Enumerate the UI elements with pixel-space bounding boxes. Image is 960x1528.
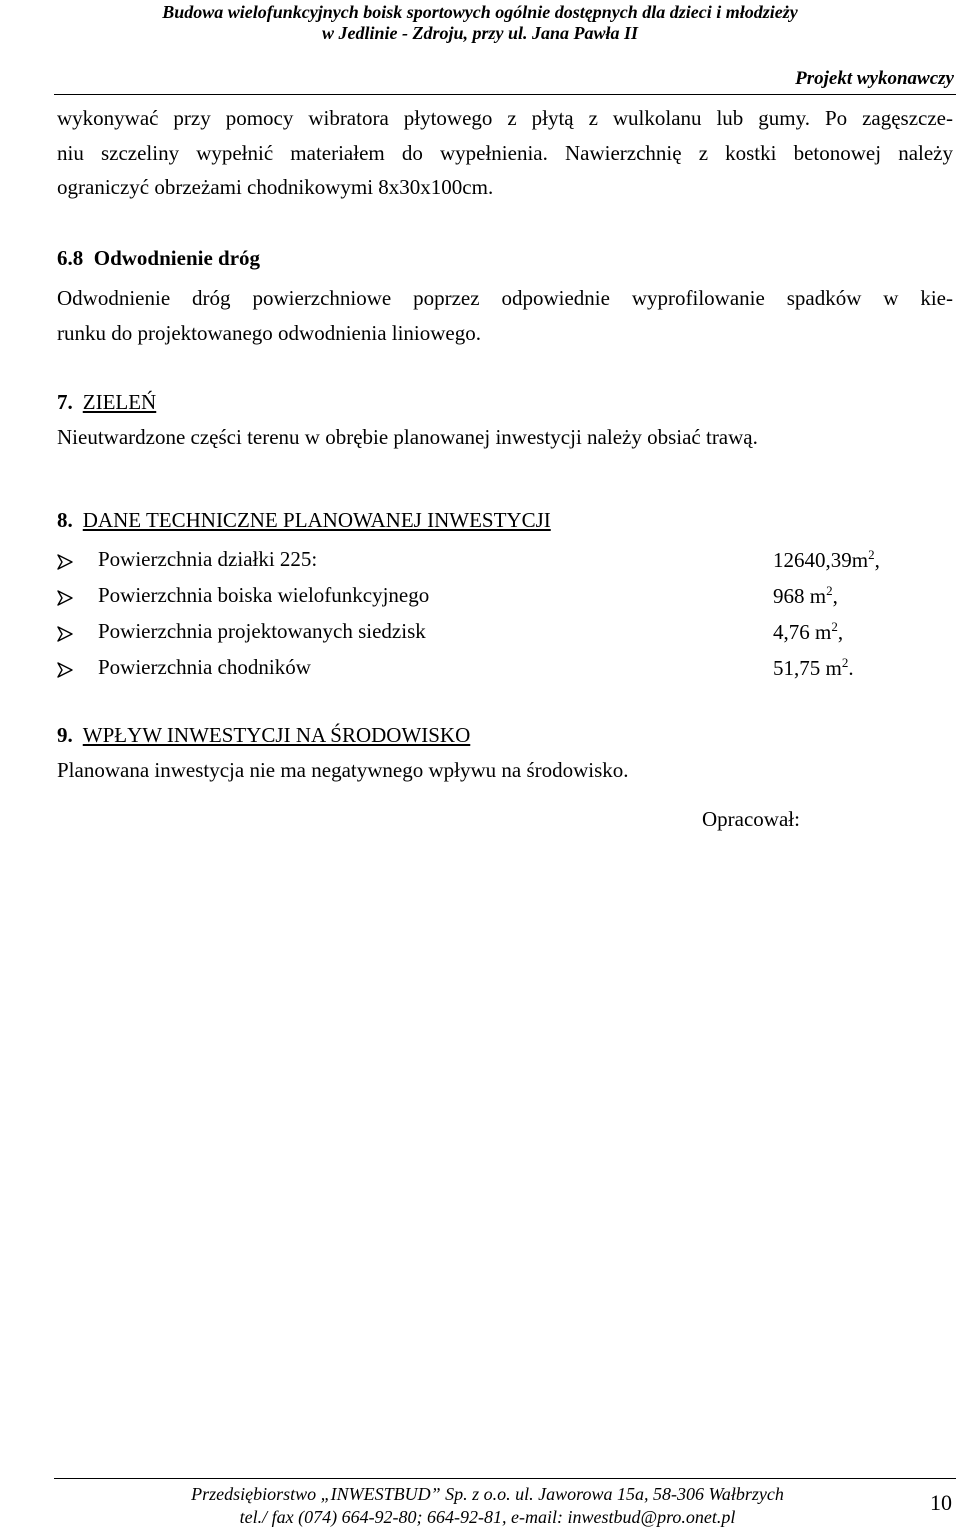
signature-label: Opracował: <box>702 807 800 831</box>
item-label: Powierzchnia działki 225: <box>98 547 318 571</box>
item-label: Powierzchnia chodników <box>98 655 311 679</box>
list-item <box>57 655 937 685</box>
footer-company: Przedsiębiorstwo „INWESTBUD” Sp. z o.o. ul. Jaworowa 15a, 58-306 Wałbrzych <box>191 1484 784 1504</box>
paragraph-paving <box>57 101 953 205</box>
header-divider <box>54 94 956 95</box>
footer-divider <box>54 1478 956 1479</box>
list-item <box>57 619 937 649</box>
item-value: 51,75 $m^2$. <box>773 655 854 680</box>
section-title: ZIELEŃ <box>82 390 157 414</box>
header-title-line1: Budowa wielofunkcyjnych boisk sportowych ogólnie dostępnych dla dzieci i młodzieży <box>162 2 798 22</box>
footer-contact: tel./ fax (074) 664-92-80; 664-92-81, e-mail: inwestbud@pro.onet.pl <box>239 1507 736 1527</box>
section-9-text: Planowana inwestycja nie ma negatywnego wpływu na środowisko. <box>57 758 629 782</box>
item-label: Powierzchnia boiska wielofunkcyjnego <box>98 583 430 607</box>
list-item <box>57 583 937 613</box>
text-line: ograniczyć obrzeżami chodnikowymi 8x30x100cm. <box>57 175 494 199</box>
section-6-8-body <box>57 281 953 350</box>
section-number: 7. <box>57 390 73 414</box>
header-title-line2: w Jedlinie - Zdroju, przy ul. Jana Pawła II <box>321 23 639 43</box>
arrowhead-bullet-icon <box>57 554 73 570</box>
header-doc-type: Projekt wykonawczy <box>795 68 954 89</box>
arrowhead-bullet-icon <box>57 626 73 642</box>
item-value: $12640,39m^2$, <box>773 547 880 572</box>
item-value: 4,76 $m^2$, <box>773 619 844 644</box>
section-8-heading <box>57 508 551 533</box>
arrowhead-bullet-icon <box>57 662 73 678</box>
section-number: 8. <box>57 508 73 532</box>
text-line: niu szczeliny wypełnić materiałem do wypełnienia. Nawierzchnię z kostki betonowej należy <box>57 140 953 165</box>
item-label: Powierzchnia projektowanych siedzisk <box>98 619 426 643</box>
item-value: 968 $m^2$, <box>773 583 838 608</box>
section-7-text: Nieutwardzone części terenu w obrębie planowanej inwestycji należy obsiać trawą. <box>57 425 758 449</box>
section-number: 9. <box>57 723 73 747</box>
page-number: 10 <box>930 1490 952 1515</box>
section-7-heading <box>57 390 156 415</box>
section-title: WPŁYW INWESTYCJI NA ŚRODOWISKO <box>82 723 471 747</box>
text-line: wykonywać przy pomocy wibratora płytowego z płytą z wulkolanu lub gumy. Po zagęszcze- <box>57 106 953 130</box>
text-line: Odwodnienie dróg powierzchniowe poprzez odpowiednie wyprofilowanie spadków w kie- <box>57 286 953 310</box>
section-9-heading <box>57 723 470 748</box>
section-6-8-heading: 6.8 Odwodnienie dróg <box>57 246 261 270</box>
section-title: DANE TECHNICZNE PLANOWANEJ INWESTYCJI <box>82 508 551 532</box>
text-line: runku do projektowanego odwodnienia liniowego. <box>57 320 481 345</box>
list-item <box>57 547 937 577</box>
arrowhead-bullet-icon <box>57 590 73 606</box>
